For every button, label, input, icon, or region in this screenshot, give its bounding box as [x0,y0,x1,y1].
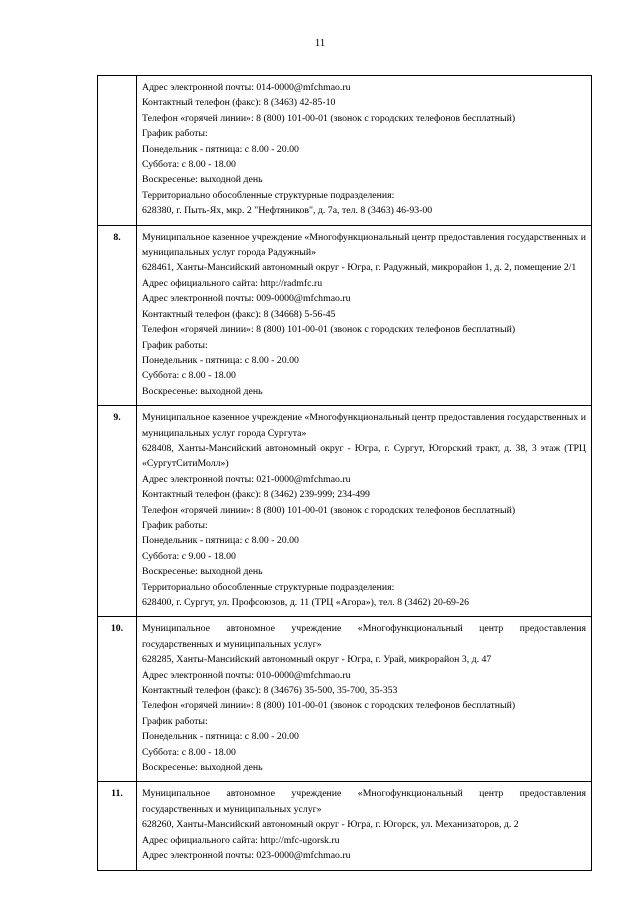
row-content [137,782,592,870]
institution-title: Муниципальное казенное учреждение «Многофункциональный центр предоставления государственных и муниципальных услуг города Сургута» [142,412,586,439]
info-line: Контактный телефон (факс): 8 (34668) 5-56-45 [142,308,336,320]
info-line: Суббота: с 8.00 - 18.00 [142,370,236,382]
info-line: Понедельник - пятница: с 8.00 - 20.00 [142,535,299,547]
row-number: 11. [98,782,137,870]
info-line: Суббота: с 8.00 - 18.00 [142,159,236,171]
info-line: Телефон «горячей линии»: 8 (800) 101-00-01 (звонок с городских телефонов бесплатный) [142,504,516,516]
row-content [137,617,592,782]
info-line: 628380, г. Пыть-Ях, мкр. 2 "Нефтяников", д. 7а, тел. 8 (3463) 46-93-00 [142,205,433,217]
table-row [98,225,592,405]
info-line: Контактный телефон (факс): 8 (3462) 239-999; 234-499 [142,489,370,501]
info-line: Адрес официального сайта: http://radmfc.ru [142,277,323,289]
postal-address: 628408, Ханты-Мансийский автономный округ - Югра, г. Сургут, Югорский тракт, д. 38, 3 этаж (ТРЦ «СургутСитиМолл») [142,442,586,470]
postal-address: 628285, Ханты-Мансийский автономный округ - Югра, г. Урай, микрорайон 3, д. 47 [142,654,492,666]
info-line: График работы: [142,715,208,727]
table-row [98,406,592,617]
postal-address: 628461, Ханты-Мансийский автономный округ - Югра, г. Радужный, микрорайон 1, д. 2, помещение 2/1 [142,262,577,274]
info-line: Территориально обособленные структурные подразделения: [142,581,395,593]
info-line: График работы: [142,128,208,140]
mfc-table-body [98,76,592,871]
info-line: Адрес электронной почты: 010-0000@mfchmao.ru [142,669,351,681]
info-line: Адрес электронной почты: 021-0000@mfchmao.ru [142,473,351,485]
info-line: График работы: [142,339,208,351]
info-line: Воскресенье: выходной день [142,566,263,578]
table-row [98,782,592,870]
table-row [98,617,592,782]
row-content [137,76,592,226]
row-number [98,76,137,226]
postal-address: 628260, Ханты-Мансийский автономный округ - Югра, г. Югорск, ул. Механизаторов, д. 2 [142,819,519,831]
institution-title: Муниципальное автономное учреждение «Многофункциональный центр предоставления государственных и муниципальных услуг» [142,623,586,650]
mfc-table [97,75,592,871]
info-line: 628400, г. Сургут, ул. Профсоюзов, д. 11 (ТРЦ «Агора»), тел. 8 (3462) 20-69-26 [142,597,470,608]
info-line: Адрес официального сайта: http://mfc-ugorsk.ru [142,834,340,846]
info-line: Понедельник - пятница: с 8.00 - 20.00 [142,143,299,155]
page-number: 11 [314,37,326,49]
table-row [98,76,592,226]
info-line: Контактный телефон (факс): 8 (34676) 35-500, 35-700, 35-353 [142,685,398,697]
institution-title: Муниципальное казенное учреждение «Многофункциональный центр предоставления государственных и муниципальных услуг города Радужный» [142,231,586,259]
info-line: Контактный телефон (факс): 8 (3463) 42-85-10 [142,97,336,109]
row-number: 9. [98,406,137,617]
info-line: График работы: [142,519,208,531]
info-line: Адрес электронной почты: 009-0000@mfchmao.ru [142,293,351,305]
row-content [137,225,592,405]
info-line: Суббота: с 9.00 - 18.00 [142,550,236,562]
row-number: 10. [98,617,137,782]
info-line: Понедельник - пятница: с 8.00 - 20.00 [142,354,299,366]
info-line: Воскресенье: выходной день [142,762,263,774]
info-line: Воскресенье: выходной день [142,385,263,397]
institution-title: Муниципальное автономное учреждение «Многофункциональный центр предоставления государственных и муниципальных услуг» [142,788,586,815]
info-line: Телефон «горячей линии»: 8 (800) 101-00-01 (звонок с городских телефонов бесплатный) [142,112,516,124]
info-line: Телефон «горячей линии»: 8 (800) 101-00-01 (звонок с городских телефонов бесплатный) [142,324,516,336]
info-line: Адрес электронной почты: 023-0000@mfchmao.ru [142,850,351,862]
info-line: Адрес электронной почты: 014-0000@mfchmao.ru [142,82,351,93]
info-line: Суббота: с 8.00 - 18.00 [142,746,236,758]
info-line: Воскресенье: выходной день [142,174,263,186]
info-line: Понедельник - пятница: с 8.00 - 20.00 [142,731,299,743]
row-number: 8. [98,225,137,405]
info-line: Территориально обособленные структурные подразделения: [142,189,395,201]
row-content [137,406,592,617]
info-line: Телефон «горячей линии»: 8 (800) 101-00-01 (звонок с городских телефонов бесплатный) [142,700,516,712]
